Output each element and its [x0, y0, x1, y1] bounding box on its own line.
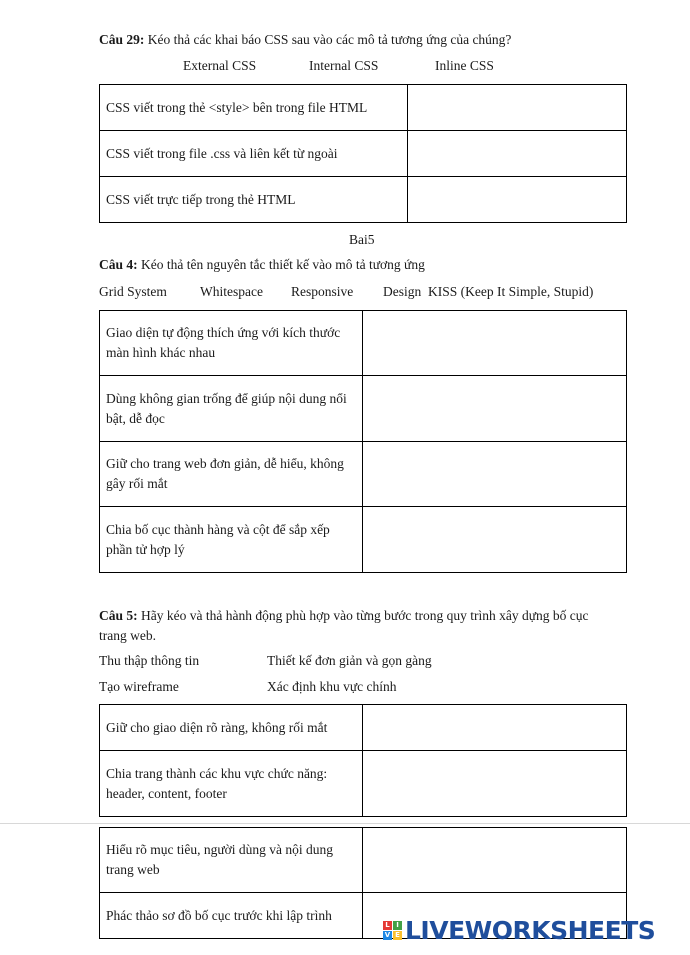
q5-table-part1: [99, 704, 627, 817]
q4-row-description: Giao diện tự động thích ứng với kích thước màn hình khác nhau: [100, 311, 363, 376]
q29-option-external-css[interactable]: External CSS: [183, 58, 257, 73]
q4-drop-zone[interactable]: [363, 442, 627, 507]
q5-text-continued: trang web.: [99, 628, 156, 643]
q4-drop-zone[interactable]: [363, 311, 627, 376]
q4-option-grid-system[interactable]: Grid System: [99, 284, 167, 299]
q29-table: [99, 84, 627, 223]
q29-text: Kéo thả các khai báo CSS sau vào các mô tả tương ứng của chúng?: [147, 32, 512, 47]
q29-option-inline-css[interactable]: Inline CSS: [435, 58, 494, 73]
q4-drop-zone[interactable]: [363, 507, 627, 573]
page-break-divider: [0, 823, 690, 824]
q5-option-wireframe[interactable]: Tạo wireframe: [99, 679, 179, 694]
q5-drop-zone[interactable]: [363, 828, 627, 893]
q29-row-description: CSS viết trong thẻ <style> bên trong file HTML: [100, 85, 408, 131]
q5-option-main-areas[interactable]: Xác định khu vực chính: [267, 679, 397, 694]
q5-prompt: [99, 606, 589, 646]
q5-row-description: Phác thảo sơ đồ bố cục trước khi lập trình: [100, 893, 363, 939]
q5-option-simple-design[interactable]: Thiết kế đơn giản và gọn gàng: [267, 653, 432, 668]
q4-prompt: [99, 257, 425, 273]
liveworksheets-logo: [383, 915, 655, 945]
q5-option-collect-info[interactable]: Thu thập thông tin: [99, 653, 200, 668]
q29-drop-zone[interactable]: [408, 85, 627, 131]
q5-row-description: Hiểu rõ mục tiêu, người dùng và nội dung trang web: [100, 828, 363, 893]
liveworksheets-logo-icon: L I V E: [383, 921, 402, 940]
q4-text: Kéo thả tên nguyên tắc thiết kế vào mô tả tương ứng: [141, 257, 425, 272]
q4-option-responsive[interactable]: Responsive: [291, 284, 354, 299]
q5-text: Hãy kéo và thả hành động phù hợp vào từng bước trong quy trình xây dựng bố cục: [141, 608, 589, 623]
liveworksheets-logo-text: LIVEWORKSHEETS: [405, 915, 656, 945]
q29-drop-zone[interactable]: [408, 131, 627, 177]
q5-drop-zone[interactable]: [363, 705, 627, 751]
q4-option-design-kiss[interactable]: Design KISS (Keep It Simple, Stupid): [383, 284, 594, 299]
section-title: Bai5: [349, 232, 375, 247]
q4-row-description: Chia bố cục thành hàng và cột để sắp xếp phần tử hợp lý: [100, 507, 363, 573]
q4-row-description: Giữ cho trang web đơn giản, dễ hiểu, không gây rối mắt: [100, 442, 363, 507]
q4-option-whitespace[interactable]: Whitespace: [200, 284, 263, 299]
q29-row-description: CSS viết trong file .css và liên kết từ ngoài: [100, 131, 408, 177]
q4-table: [99, 310, 627, 573]
q29-prompt: [99, 32, 511, 48]
q4-row-description: Dùng không gian trống để giúp nội dung nổi bật, dễ đọc: [100, 376, 363, 442]
q5-row-description: Chia trang thành các khu vực chức năng: header, content, footer: [100, 751, 363, 817]
q29-label: Câu 29:: [99, 32, 145, 47]
q29-drop-zone[interactable]: [408, 177, 627, 223]
q5-drop-zone[interactable]: [363, 751, 627, 817]
q29-option-internal-css[interactable]: Internal CSS: [309, 58, 379, 73]
q4-drop-zone[interactable]: [363, 376, 627, 442]
q29-row-description: CSS viết trực tiếp trong thẻ HTML: [100, 177, 408, 223]
q5-row-description: Giữ cho giao diện rõ ràng, không rối mắt: [100, 705, 363, 751]
q4-label: Câu 4:: [99, 257, 138, 272]
q5-label: Câu 5:: [99, 608, 138, 623]
